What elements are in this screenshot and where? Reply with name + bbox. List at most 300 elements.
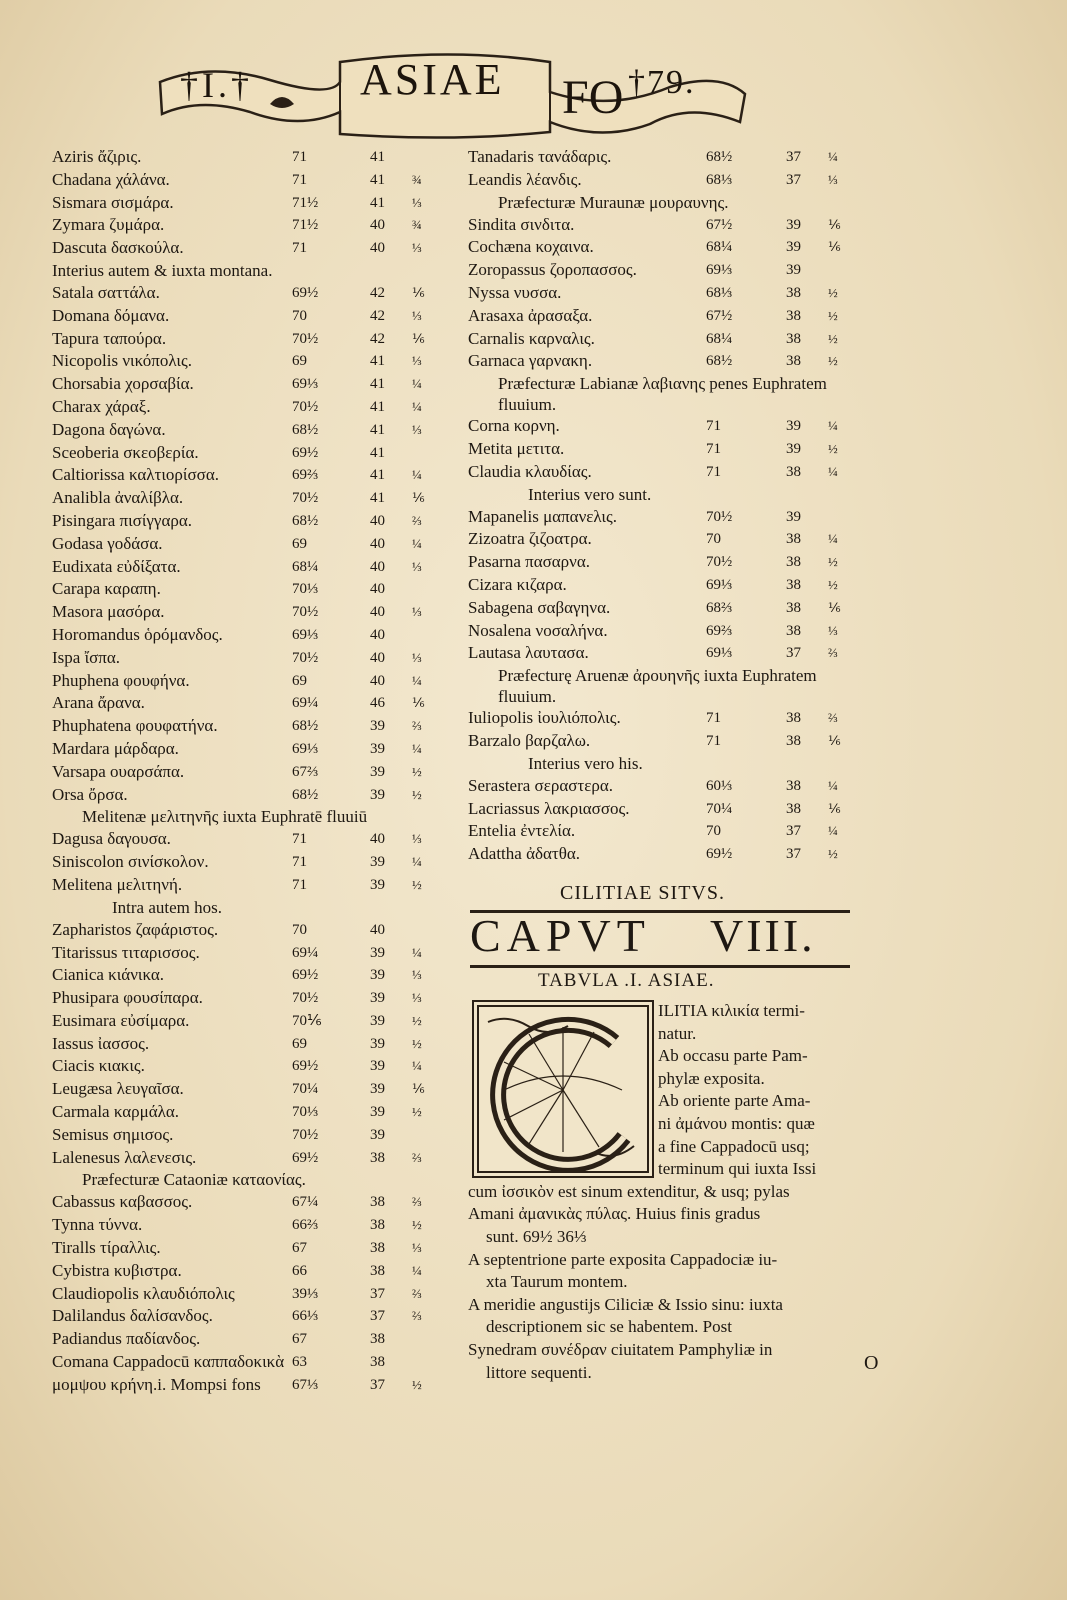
place-name: Sismara σισμάρα. — [52, 192, 174, 212]
table-row — [468, 461, 868, 484]
longitude-value: 67¼ — [292, 1194, 319, 1211]
latitude-value: 39 — [370, 718, 385, 735]
table-row — [52, 761, 442, 784]
body-line: Synedram συνέδραν ciuitatem Pamphyliæ in — [468, 1339, 773, 1359]
latitude-value: 38 — [370, 1262, 385, 1279]
place-name: Zoropassus ζοροπασσος. — [468, 260, 637, 280]
table-row — [468, 528, 868, 551]
body-line: cum ἰσσικὸν est sinum extenditur, & usq; pylas — [468, 1181, 790, 1201]
table-row — [468, 707, 868, 730]
place-name: Dagona δαγώνα. — [52, 419, 166, 439]
table-row — [52, 1328, 442, 1351]
table-row — [52, 624, 442, 647]
fraction-value: ⅙ — [828, 800, 841, 816]
latitude-value: 38 — [786, 599, 801, 616]
fraction-value: ⅔ — [412, 1194, 422, 1210]
longitude-value: 70½ — [706, 508, 733, 525]
latitude-value: 40 — [370, 535, 385, 552]
longitude-value: 69 — [292, 1035, 307, 1052]
table-row — [52, 396, 442, 419]
place-name: Aziris ἄζιρις. — [52, 147, 142, 166]
latitude-value: 40 — [370, 672, 385, 689]
body-line: Ab occasu parte Pam- — [658, 1046, 808, 1066]
longitude-value: 69 — [292, 535, 307, 552]
place-name: Comana Cappadocū καππαδοκικὰ — [52, 1352, 285, 1372]
longitude-value: 68⅔ — [706, 599, 733, 616]
longitude-value: 68½ — [292, 718, 319, 735]
table-row — [52, 851, 442, 874]
longitude-value: 39⅓ — [292, 1285, 319, 1302]
place-name: Phuphatena φουφατήνα. — [52, 716, 218, 736]
longitude-value: 70½ — [292, 649, 319, 666]
place-name: Barzalo βαρζαλω. — [468, 730, 591, 750]
fraction-value: ½ — [828, 353, 838, 369]
table-row — [52, 419, 442, 442]
fraction-value: ⅙ — [412, 695, 425, 711]
place-name: Lacriassus λακριασσος. — [468, 798, 630, 818]
latitude-value: 41 — [370, 194, 385, 211]
longitude-value: 71½ — [292, 194, 319, 211]
fraction-value: ⅔ — [828, 645, 838, 661]
table-row — [52, 1214, 442, 1237]
place-name: Titarissus τιταρισσος. — [52, 942, 200, 962]
place-name: Domana δόμανα. — [52, 305, 170, 325]
place-name: Varsapa ουαρσάπα. — [52, 761, 185, 781]
place-name: Horomandus ὁρόμανδος. — [52, 624, 223, 644]
longitude-value: 70½ — [706, 554, 733, 571]
longitude-value: 71 — [292, 854, 307, 871]
latitude-value: 37 — [786, 171, 801, 188]
fraction-value: ½ — [412, 786, 422, 802]
place-name: Phuphena φουφήνα. — [52, 670, 190, 690]
latitude-value: 39 — [370, 1104, 385, 1121]
place-name: Serastera σεραστερα. — [468, 775, 614, 795]
chapter-number: VIII. — [710, 910, 816, 961]
fraction-value: ⅓ — [412, 1240, 422, 1256]
fraction-value: ½ — [828, 576, 838, 592]
fraction-value: ¼ — [412, 1262, 422, 1278]
longitude-value: 66⅔ — [292, 1217, 319, 1234]
place-name: Sceoberia σκεοβερία. — [52, 442, 199, 462]
longitude-value: 71 — [292, 149, 307, 165]
place-name: Leugæsa λευγαῖσα. — [52, 1079, 184, 1099]
fraction-value: ¼ — [412, 1058, 422, 1074]
latitude-value: 39 — [370, 740, 385, 757]
latitude-value: 40 — [370, 512, 385, 529]
table-row — [468, 597, 868, 620]
fraction-value: ¼ — [828, 463, 838, 479]
place-name: Dagusa δαγουσα. — [52, 829, 171, 849]
longitude-value: 70½ — [292, 398, 319, 415]
table-subheading: Interius vero sunt. — [528, 484, 652, 504]
table-row — [52, 1351, 442, 1374]
body-line: phylæ exposita. — [658, 1068, 765, 1088]
longitude-value: 69⅔ — [292, 467, 319, 484]
table-row — [52, 738, 442, 761]
table-subheading: Præfecturæ Labianæ λαβιανης penes Euphratem fluuium. — [498, 374, 827, 415]
table-row — [52, 192, 442, 215]
longitude-value: 69½ — [292, 1058, 319, 1075]
longitude-value: 70 — [706, 823, 721, 840]
table-row — [468, 350, 868, 373]
longitude-value: 69⅓ — [706, 262, 733, 279]
latitude-value: 38 — [786, 531, 801, 548]
place-name: Zapharistos ζαφάριστος. — [52, 919, 219, 939]
longitude-value: 68½ — [292, 786, 319, 803]
fraction-value: ⅓ — [412, 194, 422, 210]
fraction-value: ½ — [412, 1217, 422, 1233]
place-name: Mapanelis μαπανελις. — [468, 506, 617, 526]
fraction-value: ¼ — [412, 398, 422, 414]
chapter-heading — [470, 910, 850, 968]
place-name: Cianica κιάνικα. — [52, 965, 165, 985]
fraction-value: ⅙ — [828, 599, 841, 615]
fraction-value: ½ — [828, 330, 838, 346]
table-row — [468, 169, 868, 192]
longitude-value: 69 — [292, 672, 307, 689]
table-row — [52, 487, 442, 510]
fraction-value: ¼ — [412, 944, 422, 960]
latitude-value: 38 — [786, 463, 801, 480]
fraction-value: ¼ — [412, 467, 422, 483]
table-row — [468, 438, 868, 461]
longitude-value: 70½ — [292, 604, 319, 621]
latitude-value: 39 — [370, 854, 385, 871]
longitude-value: 68¼ — [706, 330, 733, 347]
place-name: Ispa ἴσπα. — [52, 647, 121, 667]
fraction-value: ¼ — [828, 777, 838, 793]
place-name: Cybistra κυβιστρα. — [52, 1260, 182, 1280]
place-name: Carnalis καρναλις. — [468, 328, 595, 348]
place-name: Masora μασόρα. — [52, 602, 165, 622]
latitude-value: 41 — [370, 149, 385, 165]
latitude-value: 42 — [370, 307, 385, 324]
table-row — [52, 964, 442, 987]
decorated-initial-icon — [474, 1002, 652, 1176]
latitude-value: 38 — [786, 710, 801, 727]
fraction-value: ⅓ — [412, 307, 422, 323]
place-name: Nicopolis νικόπολις. — [52, 351, 192, 371]
longitude-value: 69 — [292, 353, 307, 370]
table-row — [52, 442, 442, 465]
latitude-value: 38 — [786, 622, 801, 639]
place-name: Melitena μελιτηνή. — [52, 874, 183, 894]
place-name: Cochæna κοχαινα. — [468, 237, 594, 257]
fraction-value: ⅙ — [412, 330, 425, 346]
fraction-value: ¼ — [828, 149, 838, 164]
table-row — [52, 942, 442, 965]
place-name: Pisingara πισίγγαρα. — [52, 510, 192, 530]
longitude-value: 67½ — [706, 307, 733, 324]
fraction-value: ½ — [828, 284, 838, 300]
table-row — [52, 282, 442, 305]
latitude-value: 38 — [786, 576, 801, 593]
latitude-value: 39 — [370, 990, 385, 1007]
place-name: Cabassus καβασσος. — [52, 1192, 193, 1212]
fraction-value: ⅓ — [412, 604, 422, 620]
longitude-value: 68⅓ — [706, 284, 733, 301]
body-line: xta Taurum montem. — [486, 1272, 628, 1292]
table-subheading: Præfecturę Aruenæ ἀρουηνῆς iuxta Euphratem fluuium. — [498, 666, 817, 707]
body-line: a fine Cappadocū usq; — [658, 1136, 810, 1156]
table-row — [468, 642, 868, 665]
fraction-value: ½ — [412, 763, 422, 779]
place-name: Eudixata εὐδίξατα. — [52, 556, 181, 576]
page-catchword: O — [864, 1352, 879, 1374]
longitude-value: 71 — [706, 732, 721, 749]
table-row — [468, 146, 868, 169]
longitude-value: 71 — [706, 710, 721, 727]
longitude-value: 69¼ — [292, 944, 319, 961]
body-line: A meridie angustijs Ciliciæ & Issio sinu: iuxta — [468, 1294, 783, 1314]
place-name: Semisus σημισος. — [52, 1124, 174, 1144]
longitude-value: 70 — [706, 531, 721, 548]
fraction-value: ⅔ — [412, 1308, 422, 1324]
fraction-value: ¾ — [412, 171, 422, 187]
place-name: Padiandus παδίανδος. — [52, 1329, 201, 1349]
table-subheading: Præfecturæ Muraunæ μουραυνης. — [498, 192, 729, 212]
longitude-value: 69¼ — [292, 695, 319, 712]
longitude-value: 67½ — [706, 216, 733, 233]
fraction-value: ⅓ — [412, 831, 422, 847]
longitude-value: 71 — [706, 463, 721, 480]
place-name: Nyssa νυσσα. — [468, 282, 562, 302]
place-name: Tanadaris τανάδαρις. — [468, 147, 612, 166]
body-line: terminum qui iuxta Issi — [658, 1159, 817, 1179]
table-row — [468, 574, 868, 597]
place-name: Chorsabia χορσαβία. — [52, 374, 194, 394]
latitude-value: 39 — [786, 239, 801, 256]
table-row — [52, 1283, 442, 1306]
longitude-value: 71 — [706, 418, 721, 435]
longitude-value: 71 — [292, 831, 307, 848]
longitude-value: 68¼ — [706, 239, 733, 256]
latitude-value: 40 — [370, 240, 385, 257]
table-row — [468, 620, 868, 643]
fraction-value: ⅓ — [828, 171, 838, 187]
longitude-value: 68½ — [292, 421, 319, 438]
fraction-value: ½ — [412, 876, 422, 892]
longitude-value: 67⅔ — [292, 763, 319, 780]
body-line: littore sequenti. — [486, 1362, 592, 1382]
table-row — [52, 214, 442, 237]
table-row — [52, 828, 442, 851]
latitude-value: 39 — [786, 508, 801, 525]
latitude-value: 37 — [786, 846, 801, 863]
table-row — [52, 510, 442, 533]
longitude-value: 69½ — [292, 284, 319, 301]
table-subheading: Interius vero his. — [528, 753, 643, 773]
left-column-table — [52, 146, 442, 1397]
table-row — [52, 1055, 442, 1078]
chapter-label: CAPVT — [470, 910, 651, 961]
place-name: Sabagena σαβαγηνα. — [468, 597, 611, 617]
place-name: Claudiopolis κλαυδιόπολις — [52, 1283, 235, 1303]
longitude-value: 68⅓ — [706, 171, 733, 188]
place-name: Analibla ἀναλίβλα. — [52, 488, 184, 508]
latitude-value: 39 — [370, 1126, 385, 1143]
body-line: sunt. 69½ 36⅓ — [486, 1226, 587, 1246]
fraction-value: ¼ — [412, 740, 422, 756]
latitude-value: 41 — [370, 376, 385, 393]
place-name: Iuliopolis ἰουλιόπολις. — [468, 708, 621, 728]
latitude-value: 41 — [370, 421, 385, 438]
latitude-value: 38 — [786, 800, 801, 817]
latitude-value: 38 — [786, 307, 801, 324]
fraction-value: ⅓ — [828, 622, 838, 638]
latitude-value: 38 — [786, 330, 801, 347]
place-name: Adattha ἀδατθα. — [468, 844, 581, 864]
latitude-value: 38 — [370, 1194, 385, 1211]
latitude-value: 38 — [370, 1240, 385, 1257]
longitude-value: 69½ — [706, 846, 733, 863]
longitude-value: 69⅓ — [706, 645, 733, 662]
body-line: ILITIA κιλικία termi- — [658, 1001, 805, 1020]
latitude-value: 38 — [370, 1354, 385, 1371]
latitude-value: 40 — [370, 581, 385, 598]
latitude-value: 38 — [786, 284, 801, 301]
longitude-value: 67 — [292, 1331, 307, 1348]
table-row — [468, 551, 868, 574]
latitude-value: 38 — [370, 1149, 385, 1166]
latitude-value: 38 — [786, 732, 801, 749]
fraction-value: ¼ — [828, 823, 838, 839]
table-row — [52, 350, 442, 373]
latitude-value: 38 — [786, 554, 801, 571]
fraction-value: ½ — [412, 1104, 422, 1120]
fraction-value: ⅙ — [412, 490, 425, 506]
place-name: Orsa ὄρσα. — [52, 784, 128, 804]
table-row — [52, 146, 442, 169]
fraction-value: ⅔ — [412, 1285, 422, 1301]
place-name: Leandis λέανδις. — [468, 169, 582, 189]
fraction-value: ⅓ — [412, 240, 422, 256]
fraction-value: ¼ — [828, 418, 838, 434]
table-row — [468, 775, 868, 798]
latitude-value: 41 — [370, 444, 385, 461]
place-name: Eusimara εὐσίμαρα. — [52, 1010, 190, 1030]
latitude-value: 41 — [370, 490, 385, 507]
latitude-value: 39 — [786, 216, 801, 233]
fraction-value: ½ — [828, 554, 838, 570]
place-name: Corna κορνη. — [468, 416, 560, 436]
longitude-value: 69⅔ — [706, 622, 733, 639]
latitude-value: 39 — [370, 944, 385, 961]
latitude-value: 42 — [370, 284, 385, 301]
place-name: Caltiorissa καλτιορίσσα. — [52, 465, 219, 485]
folio-number: †79. — [628, 64, 696, 101]
fraction-value: ⅙ — [412, 284, 425, 300]
longitude-value: 67⅓ — [292, 1376, 319, 1393]
fraction-value: ½ — [412, 1376, 422, 1392]
place-name: Entelia ἐντελία. — [468, 821, 576, 841]
fraction-value: ⅔ — [828, 710, 838, 726]
longitude-value: 69½ — [292, 967, 319, 984]
fraction-value: ¾ — [412, 217, 422, 233]
latitude-value: 39 — [370, 786, 385, 803]
fraction-value: ⅙ — [828, 239, 841, 255]
place-name: Arasaxa ἀρασαξα. — [468, 305, 593, 325]
tabula-heading: TABVLA .I. ASIAE. — [538, 970, 715, 991]
place-name: Dascuta δασκούλα. — [52, 238, 184, 258]
fraction-value: ⅓ — [412, 558, 422, 574]
table-row — [52, 919, 442, 942]
place-name: Arana ἄρανα. — [52, 693, 145, 713]
latitude-value: 39 — [370, 763, 385, 780]
latitude-value: 39 — [370, 876, 385, 893]
longitude-value: 70½ — [292, 1126, 319, 1143]
place-name: Tiralls τίραλλις. — [52, 1238, 161, 1258]
table-row — [52, 237, 442, 260]
fraction-value: ½ — [828, 440, 838, 456]
table-row — [468, 305, 868, 328]
latitude-value: 40 — [370, 604, 385, 621]
place-name: Carapa καραπη. — [52, 579, 161, 599]
longitude-value: 70½ — [292, 990, 319, 1007]
longitude-value: 69⅓ — [292, 626, 319, 643]
table-row — [52, 305, 442, 328]
longitude-value: 69½ — [292, 1149, 319, 1166]
longitude-value: 63 — [292, 1354, 307, 1371]
place-name: Cizara κιζαρα. — [468, 574, 567, 594]
longitude-value: 71½ — [292, 217, 319, 234]
place-name: Zymara ζυμάρα. — [52, 215, 165, 235]
place-name: Lautasa λαυτασα. — [468, 643, 589, 663]
table-subheading: Præfecturæ Cataoniæ καταονίας. — [82, 1170, 306, 1190]
table-row — [468, 282, 868, 305]
fraction-value: ⅓ — [412, 649, 422, 665]
right-column-table — [468, 146, 868, 866]
latitude-value: 39 — [786, 262, 801, 279]
table-row — [52, 169, 442, 192]
table-row — [468, 820, 868, 843]
fraction-value: ¼ — [412, 376, 422, 392]
table-row — [468, 843, 868, 866]
latitude-value: 37 — [370, 1308, 385, 1325]
table-row — [52, 1124, 442, 1147]
place-name: Chadana χάλάνα. — [52, 169, 170, 189]
fraction-value: ⅙ — [828, 732, 841, 748]
fraction-value: ⅔ — [412, 718, 422, 734]
table-row — [52, 670, 442, 693]
latitude-value: 39 — [370, 1012, 385, 1029]
table-row — [468, 214, 868, 237]
place-name: Metita μετιτα. — [468, 438, 565, 458]
place-name: Tapura ταπούρα. — [52, 328, 167, 348]
latitude-value: 37 — [370, 1376, 385, 1393]
latitude-value: 38 — [786, 777, 801, 794]
longitude-value: 68½ — [706, 353, 733, 370]
longitude-value: 69⅓ — [706, 576, 733, 593]
latitude-value: 41 — [370, 467, 385, 484]
fraction-value: ⅓ — [412, 990, 422, 1006]
table-row — [52, 1033, 442, 1056]
place-name: Tynna τύννα. — [52, 1215, 143, 1235]
longitude-value: 69⅓ — [292, 376, 319, 393]
longitude-value: 69⅓ — [292, 740, 319, 757]
table-row — [52, 578, 442, 601]
body-line: descriptionem sic se habentem. Post — [486, 1317, 732, 1337]
latitude-value: 37 — [786, 645, 801, 662]
table-row — [52, 601, 442, 624]
place-name: Sindita σινδιτα. — [468, 214, 575, 234]
table-subheading: Interius autem & iuxta montana. — [52, 260, 273, 280]
table-row — [52, 464, 442, 487]
fraction-value: ½ — [412, 1012, 422, 1028]
table-row — [468, 506, 868, 529]
place-name: Pasarna πασαρνα. — [468, 552, 591, 572]
latitude-value: 40 — [370, 217, 385, 234]
